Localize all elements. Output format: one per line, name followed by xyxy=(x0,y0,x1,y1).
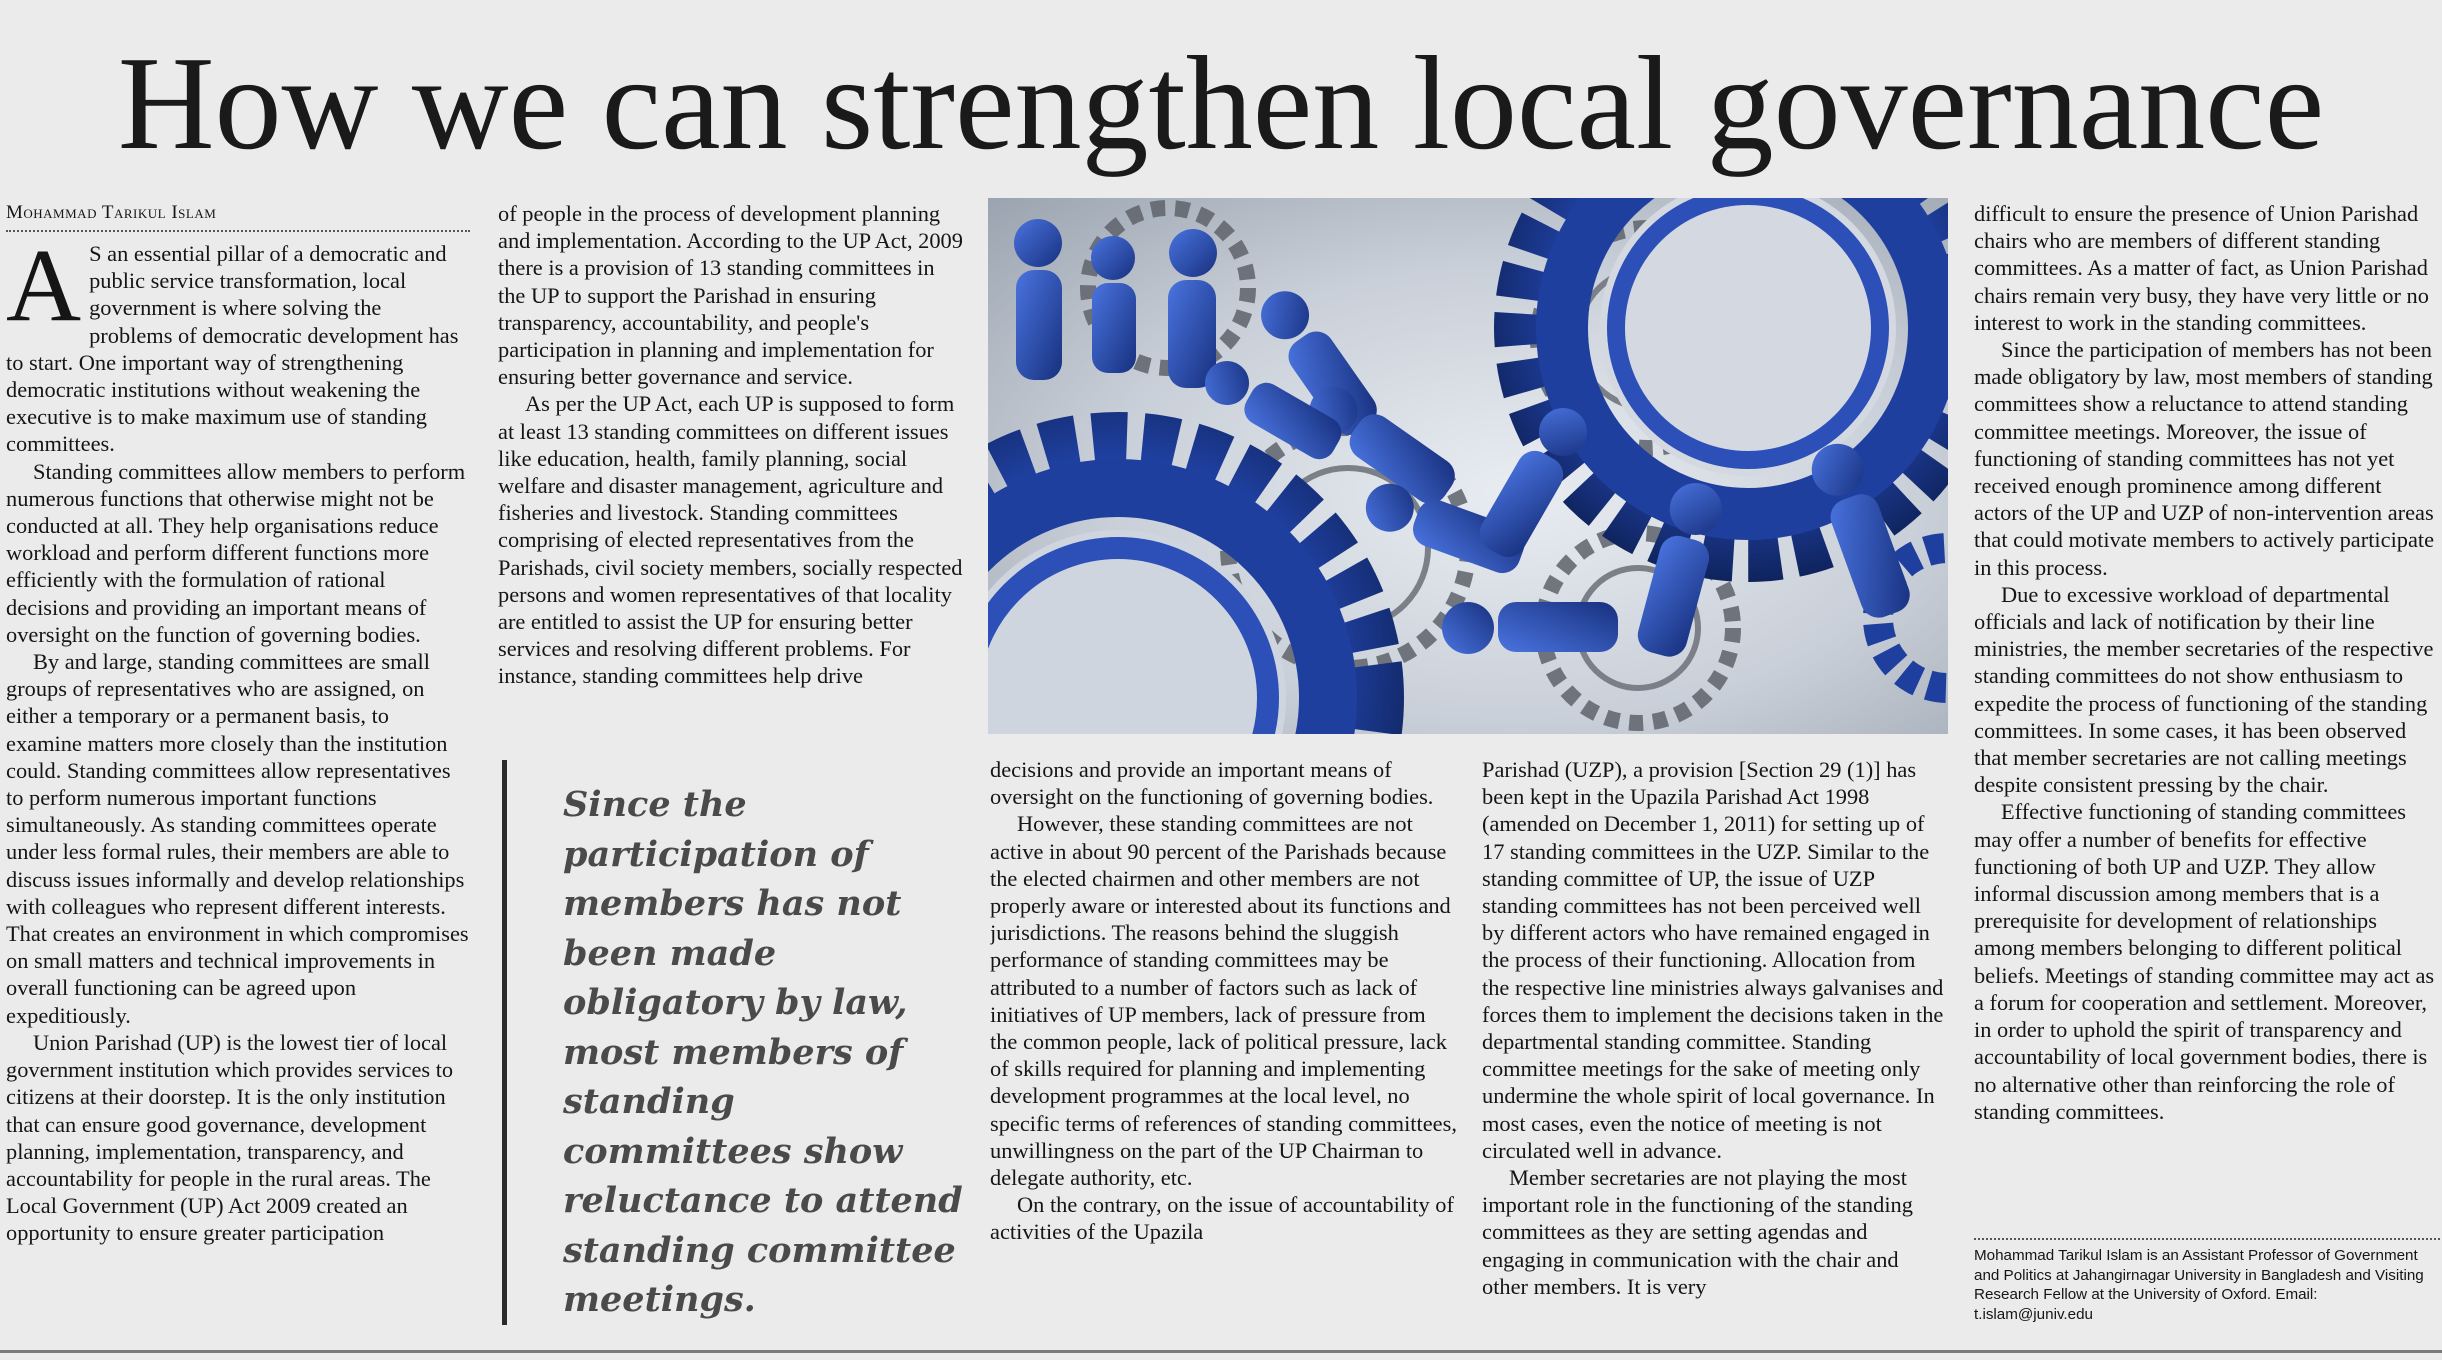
article-paragraph: Union Parishad (UP) is the lowest tier of local government institution which provides services to citizens at their doorstep. It is the only institution that can ensure good governance, development planning, implementation, transparency, and accountability for people in the rural areas. The Local Government (UP) Act 2009 created an opportunity to ensure greater participation xyxy=(6,1029,454,1246)
article-paragraph: Effective functioning of standing committees may offer a number of benefits for effective functioning of both UP and UZP. They allow informal discussion among members that is a prerequisite for development of relationships among members belonging to different political beliefs. Meetings of standing committee may act as a forum for cooperation and settlement. Moreover, in order to uphold the spirit of transparency and accountability of local government bodies, there is no alternative other than reinforcing the role of standing committees. xyxy=(1974,799,2435,1124)
article-paragraph: As per the UP Act, each UP is supposed to form at least 13 standing committees on different issues like education, health, family planning, social welfare and disaster management, agriculture and fisheries and livestock. Standing committees comprising of elected representatives from the Parishads, civil society members, socially respected persons and women representatives of that locality are entitled to assist the UP for ensuring better services and resolving different problems. For instance, standing committees help drive xyxy=(498,391,963,689)
headline: How we can strengthen local governance xyxy=(117,29,2325,177)
article-column-4 xyxy=(1482,756,1948,1328)
article-paragraph: A S an essential pillar of a democratic and public service transformation, local government is where solving the problems of democratic development has to start. One important way of strengthening democratic institutions without weakening the executive is to make maximum use of standing committees. xyxy=(6,240,459,457)
article-column-2 xyxy=(498,200,964,740)
article-paragraph: decisions and provide an important means of oversight on the functioning of governing bodies. xyxy=(990,757,1434,810)
article-paragraph: Due to excessive workload of departmental officials and lack of notification by their line ministries, the member secretaries of the respective standing committees do not show enthusiasm to expedite the process of functioning of the standing committees. In some cases, it has been observed that member secretaries are not calling meetings despite consistent pressing by the chair. xyxy=(1974,581,2434,798)
article-paragraph: Member secretaries are not playing the most important role in the functioning of the standing committees as they are setting agendas and engaging in communication with the chair and other members. It is very xyxy=(1482,1165,1913,1299)
person-icon xyxy=(1442,602,1618,654)
article-paragraph: of people in the process of development planning and implementation. According to the UP Act, 2009 there is a provision of 13 standing committees in the UP to support the Parishad in ensuring transparency, accountability, and people's participation in planning and implementation for ensuring better governance and service. xyxy=(498,201,963,390)
article-paragraph: difficult to ensure the presence of Union Parishad chairs who are members of different standing committees. As a matter of fact, as Union Parishad chairs remain very busy, they have very little or no interest to work in the standing committees. xyxy=(1974,201,2429,335)
gears-illustration-svg xyxy=(988,198,1948,734)
article-column-3 xyxy=(990,756,1458,1328)
article-column-5 xyxy=(1974,200,2440,1230)
article-column-1 xyxy=(6,240,470,1328)
article-paragraph: Standing committees allow members to perform numerous functions that otherwise might not be conducted at all. They help organisations reduce workload and perform different functions more efficiently with the formulation of rational decisions and providing an important means of oversight on the function of governing bodies. xyxy=(6,458,466,647)
person-icon xyxy=(1091,236,1136,373)
blue-gear-icon xyxy=(988,438,1378,734)
blue-gear-icon xyxy=(1518,198,1948,558)
article-paragraph: Since the participation of members has not been made obligatory by law, most members of standing committees show a reluctance to attend standing committee meetings. Moreover, the issue of functioning of standing committees has not yet received enough prominence among different actors of the UP and UZP of non-intervention areas that could motivate members to actively participate in this process. xyxy=(1974,337,2435,580)
pull-quote: Since the participation of members has not been made obligatory by law, most members of standing committees show reluctance to attend standing committee meetings. xyxy=(563,784,963,1320)
article-paragraph: By and large, standing committees are small groups of representatives who are assigned, on either a temporary or a permanent basis, to examine matters more closely than the institution could. Standing committees allow representatives to perform numerous important functions simultaneously. As standing committees operate under less formal rules, their members are able to discuss issues informally and develop relationships with colleagues who represent different interests. That creates an environment in which compromises on small matters and technical improvements in overall functioning can be agreed upon expeditiously. xyxy=(6,649,469,1028)
bottom-divider xyxy=(0,1350,2442,1353)
pull-quote-box xyxy=(502,760,963,1325)
article-paragraph: Parishad (UZP), a provision [Section 29 (1)] has been kept in the Upazila Parishad Act 1998 (amended on December 1, 2011) for setting up of 17 standing committees in the UZP. Similar to the standing committee of UP, the issue of UZP standing committees has not been perceived well by different actors who have remained engaged in the process of their functioning. Allocation from the respective line ministries always galvanises and forces them to implement the decisions taken in the departmental standing committee. Standing committee meetings for the sake of meeting only undermine the whole spirit of local governance. In most cases, even the notice of meeting is not circulated well in advance. xyxy=(1482,757,1944,1163)
article-paragraph: On the contrary, on the issue of accountability of activities of the Upazila xyxy=(990,1192,1454,1245)
byline: Mohammad Tarikul Islam xyxy=(6,200,470,232)
drop-cap: A xyxy=(6,240,82,343)
person-icon xyxy=(1168,229,1217,388)
author-bio: Mohammad Tarikul Islam is an Assistant Professor of Government and Politics at Jahangirnagar University in Bangladesh and Visiting Research Fellow at the University of Oxford. Email: t.islam@juniv.edu xyxy=(1974,1238,2440,1324)
article-paragraph: However, these standing committees are not active in about 90 percent of the Parishads because the elected chairmen and other members are not properly aware or interested about its functions and jurisdictions. The reasons behind the sluggish performance of standing committees may be attributed to a number of factors such as lack of initiatives of UP members, lack of pressure from the common people, lack of political pressure, lack of skills required for planning and implementing development programmes at the local level, no specific terms of references of standing committees, unwillingness on the part of the UP Chairman to delegate authority, etc. xyxy=(990,811,1457,1191)
person-icon xyxy=(1014,219,1062,380)
gears-people-illustration xyxy=(988,198,1948,734)
